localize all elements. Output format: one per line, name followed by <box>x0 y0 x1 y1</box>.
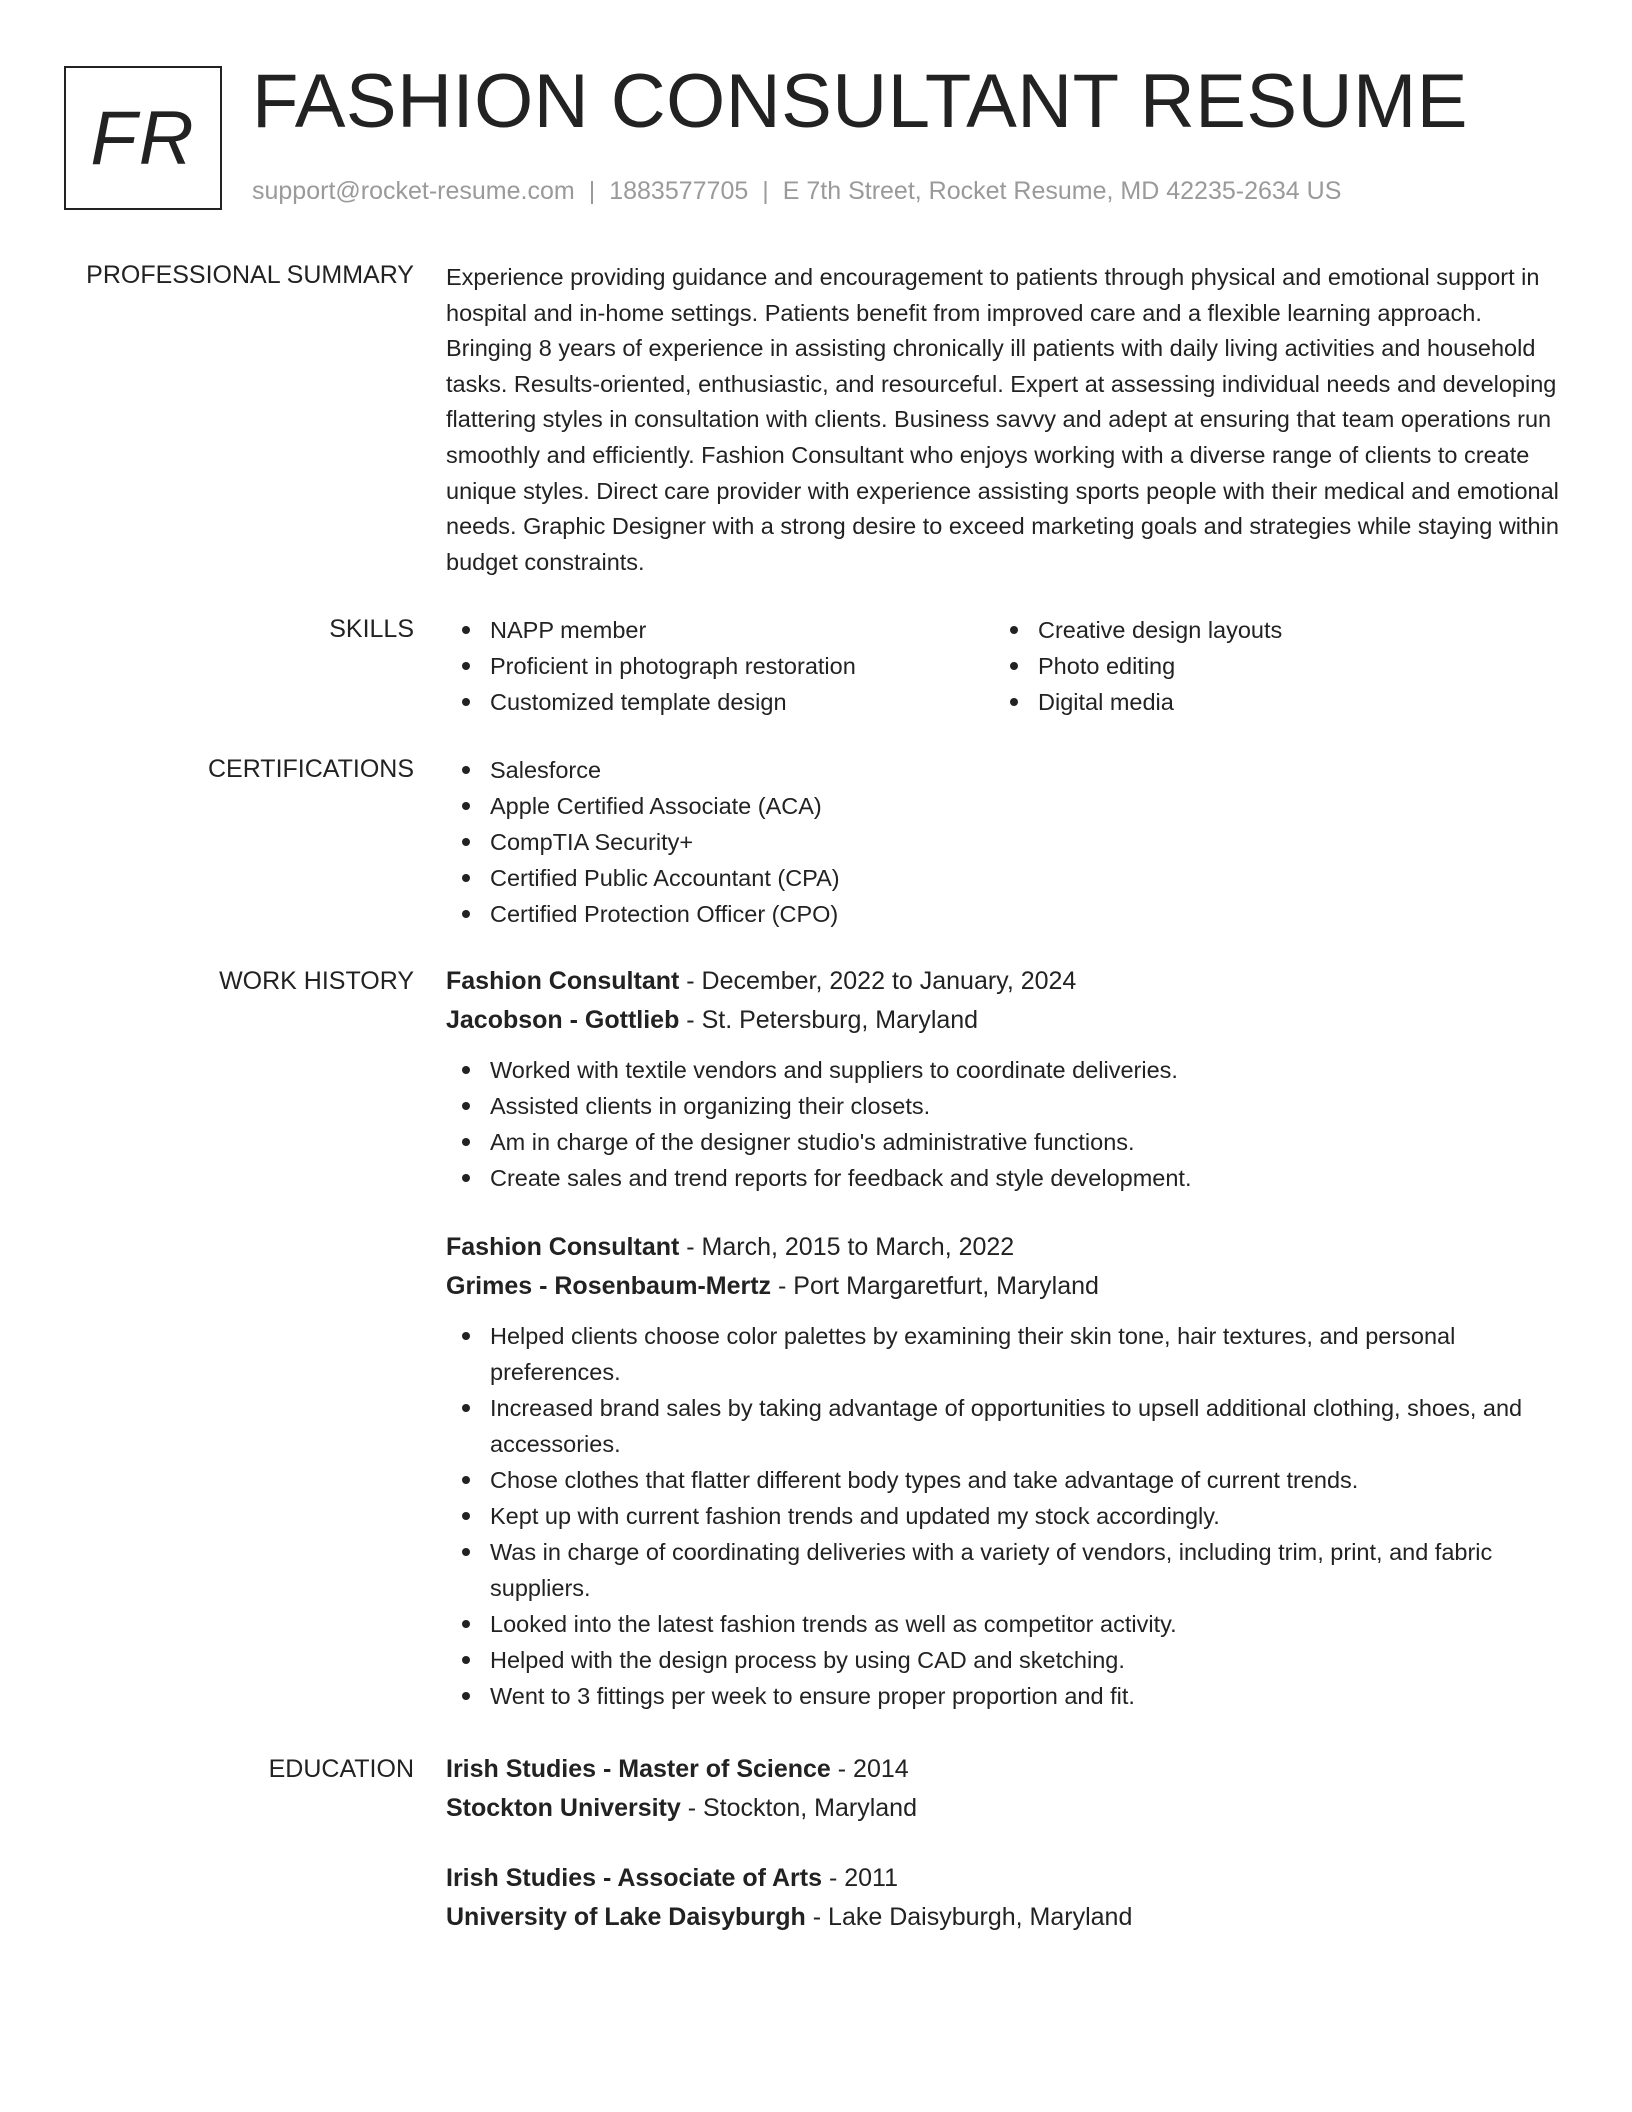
job-bullet: Helped clients choose color palettes by examining their skin tone, hair textures, and personal preferences. <box>446 1318 1561 1390</box>
job-title-line <box>446 962 1561 1001</box>
job-dates: - December, 2022 to January, 2024 <box>679 967 1077 995</box>
job-bullet: Helped with the design process by using CAD and sketching. <box>446 1642 1561 1678</box>
section-label-skills: SKILLS <box>329 615 414 643</box>
job-entry <box>446 962 1561 1196</box>
certification-item: Certified Protection Officer (CPO) <box>446 896 1561 932</box>
skills-list-right <box>994 612 1542 720</box>
job-bullet: Looked into the latest fashion trends as well as competitor activity. <box>446 1606 1561 1642</box>
section-label-summary: PROFESSIONAL SUMMARY <box>86 261 414 289</box>
skill-item: Digital media <box>994 684 1542 720</box>
job-bullet: Was in charge of coordinating deliveries with a variety of vendors, including trim, print, and fabric suppliers. <box>446 1534 1561 1606</box>
resume-title: FASHION CONSULTANT RESUME <box>252 59 1468 144</box>
education-school: University of Lake Daisyburgh <box>446 1903 806 1931</box>
job-company-line <box>446 1001 1561 1040</box>
education-body <box>446 1750 1561 1937</box>
contact-address: E 7th Street, Rocket Resume, MD 42235-2634 US <box>782 177 1342 205</box>
certification-item: Apple Certified Associate (ACA) <box>446 788 1561 824</box>
education-year: - 2011 <box>822 1864 898 1892</box>
section-label-education: EDUCATION <box>268 1755 414 1783</box>
job-title-line <box>446 1228 1561 1267</box>
education-location: - Stockton, Maryland <box>680 1794 917 1822</box>
job-location: - Port Margaretfurt, Maryland <box>771 1272 1099 1300</box>
skill-item: Proficient in photograph restoration <box>446 648 994 684</box>
job-entry <box>446 1228 1561 1714</box>
job-company: Jacobson - Gottlieb <box>446 1006 680 1034</box>
section-label-certifications: CERTIFICATIONS <box>207 755 414 783</box>
summary-text: Experience providing guidance and encouragement to patients through physical and emotional support in hospital and in-home settings. Patients benefit from improved care and a flexible learning approach. Bringing 8 years of experience in assisting chronically ill patients with daily living activities and household tasks. Results-oriented, enthusiastic, and resourceful. Expert at assessing individual needs and developing flattering styles in consultation with clients. Business savvy and adept at ensuring that team operations run smoothly and efficiently. Fashion Consultant who enjoys working with a diverse range of clients to create unique styles. Direct care provider with experience assisting sports people with their medical and emotional needs. Graphic Designer with a strong desire to exceed marketing goals and strategies while staying within budget constraints. <box>446 264 1559 575</box>
contact-separator: | <box>762 177 769 205</box>
job-bullets <box>446 1052 1561 1196</box>
job-title: Fashion Consultant <box>446 1233 680 1261</box>
education-school-line <box>446 1789 1561 1828</box>
section-label-work-history: WORK HISTORY <box>219 967 414 995</box>
job-bullet: Create sales and trend reports for feedback and style development. <box>446 1160 1561 1196</box>
skills-grid <box>446 612 1561 720</box>
skills-list-left <box>446 612 994 720</box>
education-degree-line <box>446 1859 1561 1898</box>
contact-phone[interactable]: 1883577705 <box>609 177 749 205</box>
education-school: Stockton University <box>446 1794 681 1822</box>
monogram: FR <box>64 66 222 210</box>
job-dates: - March, 2015 to March, 2022 <box>679 1233 1015 1261</box>
job-location: - St. Petersburg, Maryland <box>679 1006 979 1034</box>
work-history-body <box>446 962 1561 1714</box>
skill-item: NAPP member <box>446 612 994 648</box>
job-company-line <box>446 1267 1561 1306</box>
certification-item: CompTIA Security+ <box>446 824 1561 860</box>
contact-line <box>252 174 1341 208</box>
certification-item: Salesforce <box>446 752 1561 788</box>
education-entry <box>446 1750 1561 1828</box>
education-entry <box>446 1859 1561 1937</box>
skill-item: Photo editing <box>994 648 1542 684</box>
education-school-line <box>446 1898 1561 1937</box>
education-year: - 2014 <box>830 1755 909 1783</box>
contact-separator: | <box>588 177 596 205</box>
education-degree-line <box>446 1750 1561 1789</box>
job-bullet: Worked with textile vendors and suppliers to coordinate deliveries. <box>446 1052 1561 1088</box>
contact-email[interactable]: support@rocket-resume.com <box>252 177 575 205</box>
job-bullet: Increased brand sales by taking advantage of opportunities to upsell additional clothing, shoes, and accessories. <box>446 1390 1561 1462</box>
education-degree: Irish Studies - Master of Science <box>446 1755 831 1783</box>
job-bullet: Assisted clients in organizing their closets. <box>446 1088 1561 1124</box>
education-degree: Irish Studies - Associate of Arts <box>446 1864 823 1892</box>
education-location: - Lake Daisyburgh, Maryland <box>805 1903 1133 1931</box>
job-bullet: Chose clothes that flatter different body types and take advantage of current trends. <box>446 1462 1561 1498</box>
job-bullet: Kept up with current fashion trends and updated my stock accordingly. <box>446 1498 1561 1534</box>
job-title: Fashion Consultant <box>446 967 680 995</box>
skill-item: Creative design layouts <box>994 612 1542 648</box>
skill-item: Customized template design <box>446 684 994 720</box>
job-company: Grimes - Rosenbaum-Mertz <box>446 1272 772 1300</box>
certifications-list <box>446 752 1561 932</box>
job-bullets <box>446 1318 1561 1714</box>
job-bullet: Went to 3 fittings per week to ensure proper proportion and fit. <box>446 1678 1561 1714</box>
certification-item: Certified Public Accountant (CPA) <box>446 860 1561 896</box>
job-bullet: Am in charge of the designer studio's administrative functions. <box>446 1124 1561 1160</box>
